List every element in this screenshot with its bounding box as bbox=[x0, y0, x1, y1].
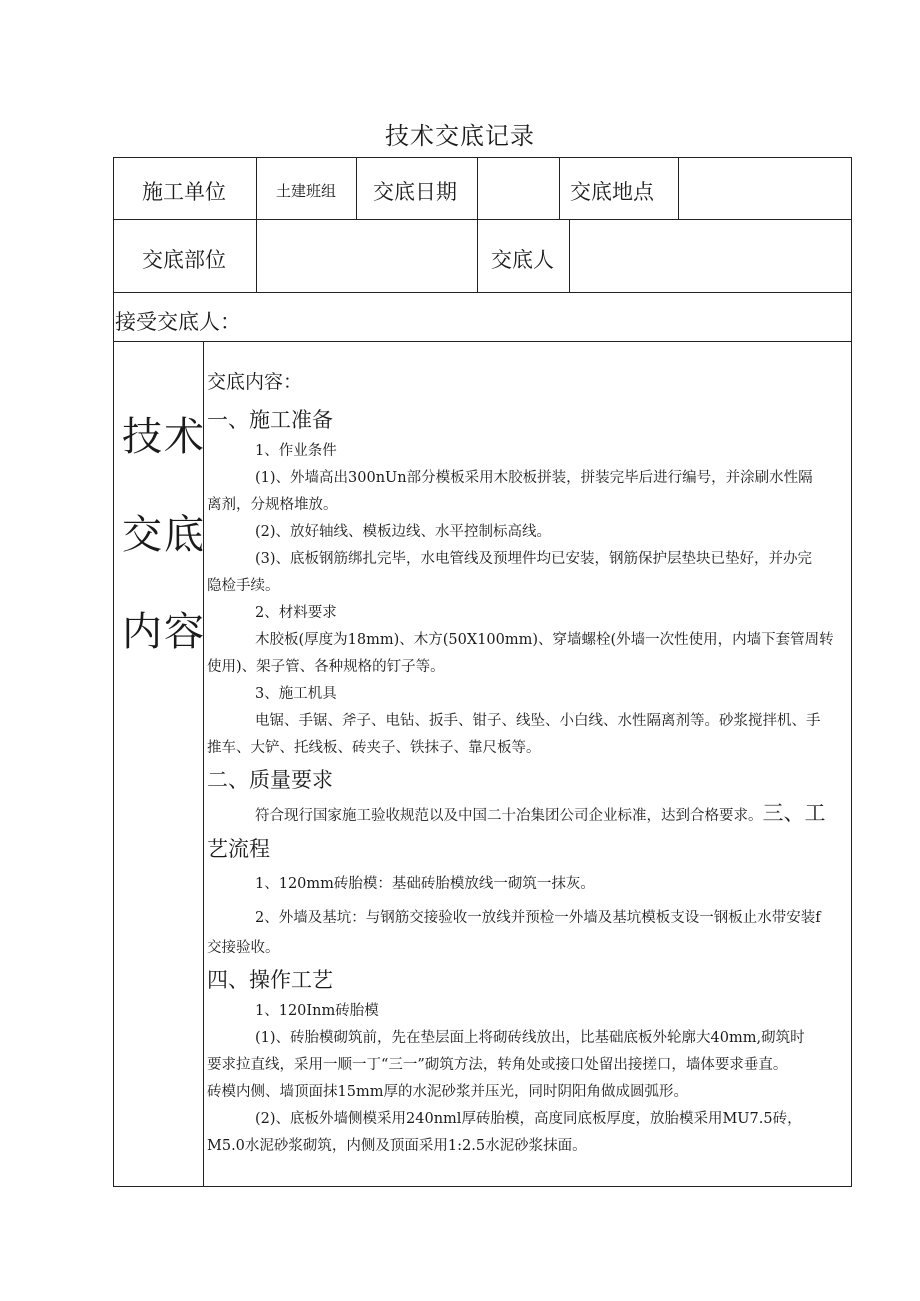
person-label: 交底人 bbox=[491, 248, 554, 272]
col-divider bbox=[256, 157, 257, 292]
side-label-line2: 交底 bbox=[122, 512, 206, 558]
paragraph: (3)、底板钢筋绑扎完毕，水电管线及预埋件均已安装，钢筋保护层垫块已垫好，并办完 bbox=[255, 551, 813, 567]
section-heading: 四、操作工艺 bbox=[207, 968, 333, 992]
section-heading: 二、质量要求 bbox=[207, 768, 333, 792]
paragraph: 1、120mm砖胎模：基础砖胎模放线一砌筑一抹灰。 bbox=[255, 876, 595, 892]
subsection-heading: 1、120Inm砖胎模 bbox=[255, 1003, 379, 1019]
subsection-heading: 3、施工机具 bbox=[255, 686, 337, 702]
paragraph: 2、外墙及基坑：与钢筋交接验收一放线并预检一外墙及基坑模板支设一钢板止水带安装f bbox=[255, 910, 821, 926]
paragraph: 推车、大铲、托线板、砖夹子、铁抹子、靠尺板等。 bbox=[207, 740, 541, 756]
row-divider bbox=[113, 219, 852, 220]
paragraph bbox=[207, 798, 851, 831]
row-divider bbox=[113, 292, 852, 293]
side-label-line1: 技术 bbox=[122, 414, 206, 460]
col-divider bbox=[569, 219, 570, 292]
paragraph: (2)、底板外墙侧模采用240nml厚砖胎模，高度同底板厚度，放胎模采用MU7.5砖， bbox=[255, 1111, 802, 1127]
paragraph: 离剂，分规格堆放。 bbox=[207, 497, 338, 513]
side-label-line3: 内容 bbox=[122, 609, 206, 655]
col-divider bbox=[678, 157, 679, 219]
paragraph: 电锯、手锯、斧子、电钻、扳手、钳子、线坠、小白线、水性隔离剂等。砂浆搅拌机、手 bbox=[255, 713, 821, 729]
section-heading: 一、施工准备 bbox=[207, 408, 333, 432]
paragraph: 交接验收。 bbox=[207, 940, 280, 956]
unit-value: 土建班组 bbox=[276, 182, 337, 200]
document-title: 技术交底记录 bbox=[385, 122, 535, 150]
col-divider bbox=[477, 157, 478, 292]
paragraph: 隐检手续。 bbox=[207, 578, 280, 594]
row-divider bbox=[113, 341, 852, 342]
unit-label: 施工单位 bbox=[142, 180, 226, 204]
date-label: 交底日期 bbox=[373, 180, 457, 204]
paragraph: 砖模内侧、墙顶面抹15mm厚的水泥砂浆并压光，同时阴阳角做成圆弧形。 bbox=[207, 1084, 688, 1100]
col-divider bbox=[356, 157, 357, 219]
paragraph: 使用)、架子管、各种规格的钉子等。 bbox=[207, 659, 445, 675]
subsection-heading: 1、作业条件 bbox=[255, 443, 337, 459]
quality-text: 符合现行国家施工验收规范以及中国二十冶集团公司企业标准，达到合格要求。 bbox=[255, 808, 763, 824]
section-heading-part: 三、工 bbox=[762, 801, 826, 825]
place-label: 交底地点 bbox=[570, 180, 654, 204]
paragraph: M5.0水泥砂浆砌筑，内侧及顶面采用1:2.5水泥砂浆抹面。 bbox=[207, 1138, 587, 1154]
content-body bbox=[207, 362, 851, 1160]
content-intro: 交底内容： bbox=[207, 371, 303, 393]
paragraph: (2)、放好轴线、模板边线、水平控制标高线。 bbox=[255, 524, 552, 540]
paragraph: 要求拉直线，采用一顺一丁“三一”砌筑方法，转角处或接口处留出接搓口，墙体要求垂直。 bbox=[207, 1057, 788, 1073]
part-label: 交底部位 bbox=[142, 248, 226, 272]
subsection-heading: 2、材料要求 bbox=[255, 605, 337, 621]
receiver-label: 接受交底人： bbox=[115, 310, 241, 334]
section-heading-part: 艺流程 bbox=[207, 837, 270, 861]
paragraph: (1)、外墙高出300nUn部分模板采用木胶板拼装，拼装完毕后进行编号，并涂刷水性隔 bbox=[255, 470, 813, 486]
col-divider bbox=[203, 341, 204, 1187]
paragraph: 木胶板(厚度为18mm)、木方(50X100mm)、穿墙螺栓(外墙一次性使用，内墙下套管周转 bbox=[255, 632, 834, 648]
paragraph: (1)、砖胎模砌筑前，先在垫层面上将砌砖线放出，比基础底板外轮廓大40mm,砌筑时 bbox=[255, 1030, 805, 1046]
col-divider bbox=[559, 157, 560, 219]
